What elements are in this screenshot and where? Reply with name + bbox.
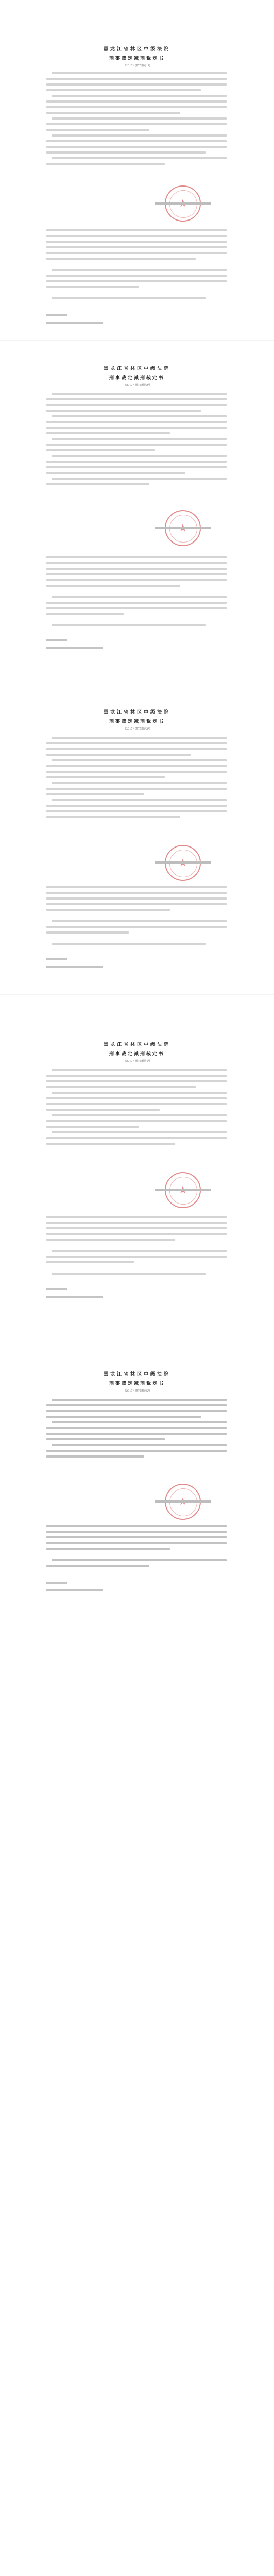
case-number-4: （2017）黑75刑更4号 bbox=[123, 1060, 151, 1063]
signature-line-5 bbox=[46, 1589, 103, 1591]
case-number: （2017）黑75刑更1号 bbox=[123, 64, 151, 67]
case-number-5: （2017）黑75刑更5号 bbox=[123, 1389, 151, 1393]
court-title-2: 黑龙江省林区中级法院 bbox=[103, 366, 170, 371]
court-title-5: 黑龙江省林区中级法院 bbox=[103, 1372, 170, 1377]
date-line-4 bbox=[155, 1189, 211, 1191]
case-number-3: （2017）黑75刑更3号 bbox=[123, 727, 151, 731]
document-title-2: 刑事裁定减刑裁定书 bbox=[109, 376, 165, 381]
date-line bbox=[155, 202, 211, 205]
signature-label-2 bbox=[46, 639, 67, 641]
signature-line bbox=[46, 322, 103, 324]
signature-label-4 bbox=[46, 1288, 67, 1290]
document-title-3: 刑事裁定减刑裁定书 bbox=[109, 719, 165, 724]
court-title-3: 黑龙江省林区中级法院 bbox=[103, 710, 170, 715]
date-line-3 bbox=[155, 861, 211, 864]
signature-label bbox=[46, 314, 67, 316]
document-title: 刑事裁定减刑裁定书 bbox=[109, 56, 165, 61]
signature-label-5 bbox=[46, 1582, 67, 1584]
case-number-2: （2017）黑75刑更2号 bbox=[123, 384, 151, 387]
signature-line-2 bbox=[46, 647, 103, 649]
date-line-2 bbox=[155, 527, 211, 529]
court-title: 黑龙江省林区中级法院 bbox=[103, 47, 170, 52]
signature-line-3 bbox=[46, 966, 103, 968]
signature-label-3 bbox=[46, 958, 67, 960]
date-line-5 bbox=[155, 1500, 211, 1503]
document-page-2 bbox=[0, 750, 274, 1499]
signature-line-4 bbox=[46, 1296, 103, 1298]
document-title-5: 刑事裁定减刑裁定书 bbox=[109, 1381, 165, 1386]
court-title-4: 黑龙江省林区中级法院 bbox=[103, 1042, 170, 1047]
document-title-4: 刑事裁定减刑裁定书 bbox=[109, 1052, 165, 1057]
